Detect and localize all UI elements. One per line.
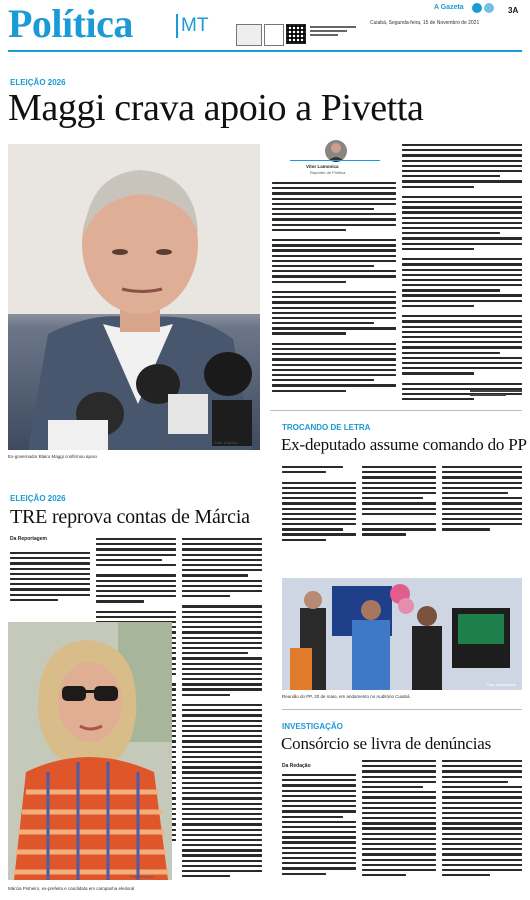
pp-body-column-2 <box>362 466 436 539</box>
tre-kicker: ELEIÇÃO 2026 <box>10 494 66 503</box>
pp-kicker: TROCANDO DE LETRA <box>282 423 371 432</box>
lead-body-column-2 <box>402 144 522 403</box>
tre-byline: Da Reportagem <box>10 536 47 542</box>
columnist-name: Vítor Lamonica <box>306 164 339 169</box>
edition-date: Cuiabá, Segunda-feira, 15 de Novembro de 2021 <box>370 20 480 26</box>
pp-body-column-3 <box>442 466 522 533</box>
gazeta-logo-mark <box>484 3 494 13</box>
tre-headline: TRE reprova contas de Márcia <box>10 506 250 528</box>
columnist-portrait <box>325 140 347 162</box>
section-title: Política <box>8 1 133 46</box>
lead-photo-credit: Foto: Arquivo <box>214 440 238 445</box>
device-icon <box>264 24 284 46</box>
consorcio-body-column-2 <box>362 760 436 879</box>
lead-kicker: ELEIÇÃO 2026 <box>10 78 66 87</box>
columnist-avatar <box>325 140 347 162</box>
pp-photo <box>282 578 522 690</box>
columnist-rule <box>290 160 380 161</box>
masthead-info <box>310 26 356 40</box>
consorcio-kicker: INVESTIGAÇÃO <box>282 722 343 731</box>
brand-name: A Gazeta <box>434 4 464 11</box>
consorcio-body-column-1 <box>282 774 356 878</box>
consorcio-byline: Da Redação <box>282 763 311 769</box>
pp-headline: Ex-deputado assume comando do PP <box>281 435 527 454</box>
qr-code-icon <box>286 24 306 44</box>
tre-body-column-1 <box>10 552 90 604</box>
lead-body-column-1 <box>272 182 396 395</box>
lead-signature <box>470 390 522 396</box>
consorcio-body-column-3 <box>442 760 522 879</box>
section-subtitle: MT <box>181 15 209 36</box>
masthead-rule <box>8 50 522 52</box>
pp-photo-caption: Reunião do PP, 20 de maio, em andamento no Auditório Cuiabá. <box>282 694 411 699</box>
tre-photo <box>8 622 172 880</box>
columnist-role: Repórter de Política <box>310 170 346 175</box>
phone-icon <box>236 24 262 46</box>
page-number: 3A <box>508 6 519 15</box>
lead-photo <box>8 144 260 450</box>
tre-photo-illustration <box>8 622 172 880</box>
tre-photo-credit: Foto: Arquivo <box>130 874 154 879</box>
tre-body-column-3 <box>182 538 262 880</box>
tre-photo-caption: Márcia Pinheiro, ex-prefeita e candidata em campanha eleitoral <box>8 886 135 891</box>
section-divider <box>270 410 522 411</box>
gazeta-logo-icon <box>472 3 482 13</box>
lead-photo-caption: Ex-governador Blairo Maggi confirmou apoio <box>8 454 98 459</box>
pp-photo-credit: Foto: Assessoria <box>486 682 516 687</box>
lead-headline: Maggi crava apoio a Pivetta <box>8 87 424 129</box>
consorcio-headline: Consórcio se livra de denúncias <box>281 734 492 753</box>
lead-photo-illustration <box>8 144 260 450</box>
pp-body-column-1 <box>282 466 356 544</box>
masthead-separator <box>176 14 178 38</box>
pp-photo-illustration <box>282 578 522 690</box>
section-divider <box>282 709 522 710</box>
